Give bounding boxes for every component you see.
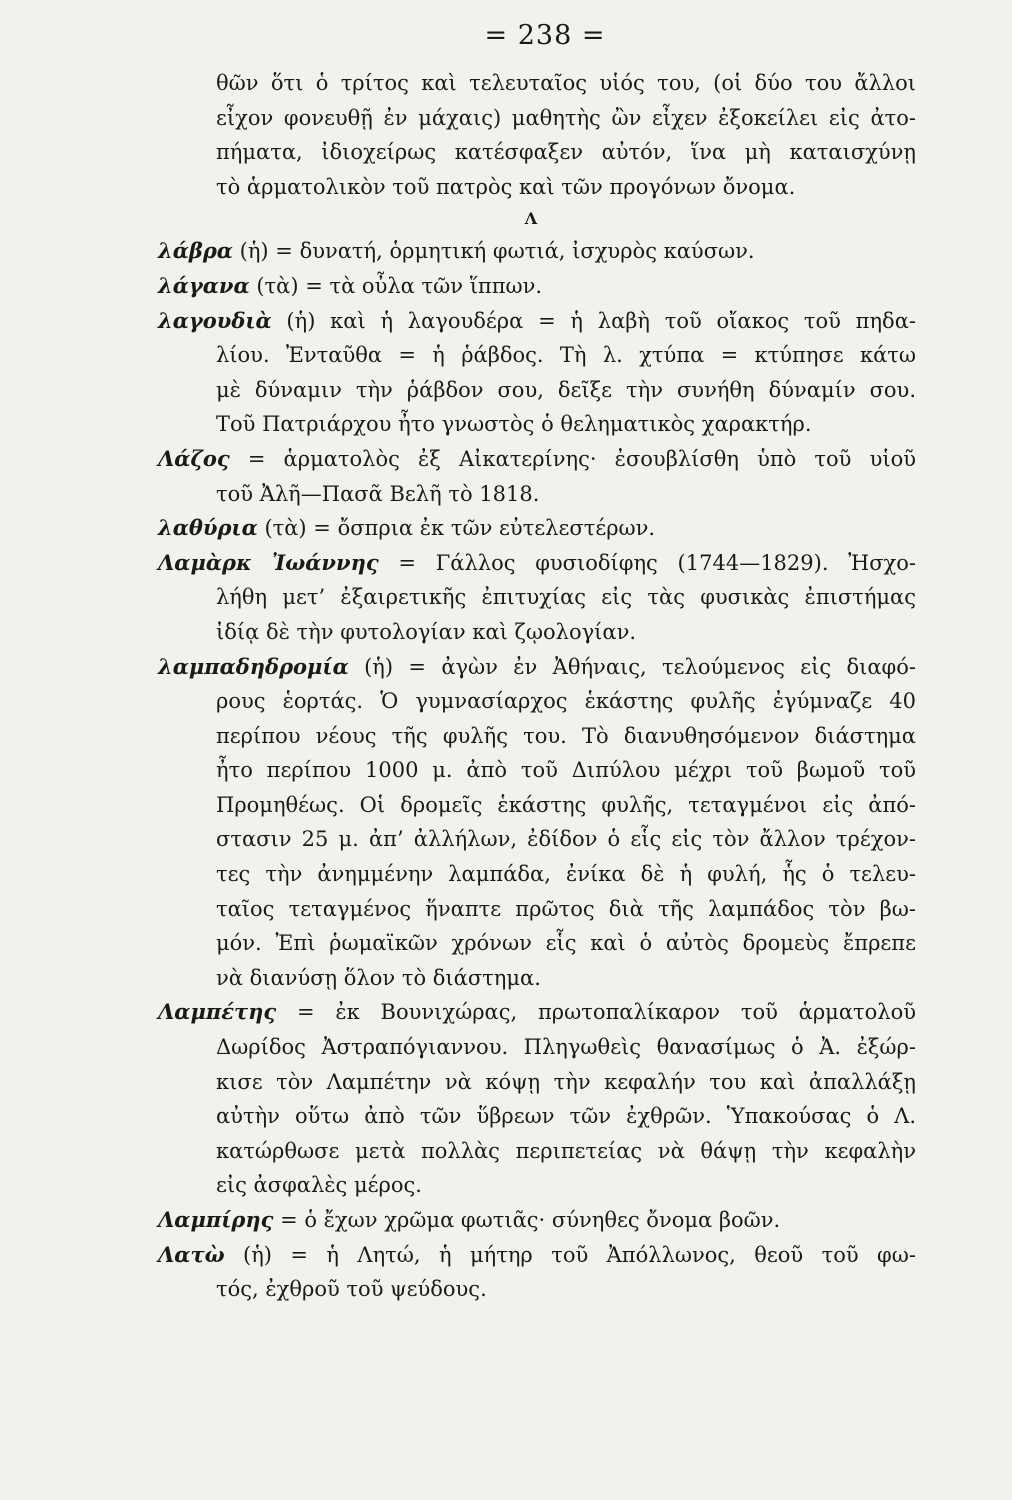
headword: Λατὼ <box>158 1241 225 1267</box>
definition-line: (ἡ) καὶ ἡ λαγουδέρα = ἡ λαβὴ τοῦ οἴακος τοῦ πηδα- <box>286 308 916 333</box>
definition-line: ἦτο περίπου 1000 μ. ἀπὸ τοῦ Διπύλου μέχρι τοῦ βωμοῦ τοῦ <box>216 758 916 783</box>
glossary-entry <box>158 442 916 511</box>
definition-line: νὰ διανύσῃ ὅλον τὸ διάστημα. <box>216 965 541 990</box>
headword: λαθύρια <box>158 515 258 541</box>
glossary-entry <box>158 234 916 269</box>
text-line: εἶχον φονευθῇ ἐν μάχαις) μαθητὴς ὢν εἶχεν ἐξοκείλει εἰς ἀτο- <box>216 105 916 130</box>
headword: Λαμπίρης <box>158 1207 274 1232</box>
definition-line: μόν. Ἐπὶ ῥωμαϊκῶν χρόνων εἷς καὶ ὁ αὐτὸς δρομεὺς ἔπρεπε <box>216 931 916 956</box>
definition-line: (τὰ) = ὄσπρια ἐκ τῶν εὐτελεστέρων. <box>264 516 656 541</box>
definition-line: ρους ἑορτάς. Ὁ γυμνασίαρχος ἑκάστης φυλῆς ἐγύμναζε 40 <box>216 689 916 714</box>
glossary-entry <box>158 269 916 304</box>
definition-line: (τὰ) = τὰ οὖλα τῶν ἵππων. <box>256 273 543 298</box>
definition-line: τός, ἐχθροῦ τοῦ ψεύδους. <box>216 1277 487 1302</box>
headword: Λαμπέτης <box>158 999 277 1025</box>
definition-line: λίου. Ἐνταῦθα = ἡ ῥάβδος. Τὴ λ. χτύπα = κτύπησε κάτω <box>216 343 916 368</box>
glossary-entry <box>158 995 916 1203</box>
definition-line: Τοῦ Πατριάρχου ἦτο γνωστὸς ὁ θεληματικὸς χαρακτήρ. <box>216 412 812 437</box>
definition-line: κατώρθωσε μετὰ πολλὰς περιπετείας νὰ θάψῃ τὴν κεφαλὴν <box>216 1138 916 1163</box>
headword: λαμπαδηδρομία <box>158 653 349 679</box>
definition-line: αὐτὴν οὕτω ἀπὸ τῶν ὕβρεων τῶν ἐχθρῶν. Ὑπακούσας ὁ Λ. <box>216 1104 916 1129</box>
glossary-entry <box>158 511 916 546</box>
text-line: πήματα, ἰδιοχείρως κατέσφαξεν αὐτόν, ἵνα μὴ καταισχύνῃ <box>216 140 916 165</box>
definition-line: ταῖος τεταγμένος ἥναπτε πρῶτος διὰ τῆς λαμπάδος τὸν βω- <box>216 896 916 921</box>
intro-paragraph <box>216 66 916 204</box>
headword: λάβρα <box>158 238 233 264</box>
glossary-entry <box>158 650 916 996</box>
definition-line: κισε τὸν Λαμπέτην νὰ κόψῃ τὴν κεφαλήν του καὶ ἀπαλλάξῃ <box>216 1069 916 1094</box>
definition-line: = ὁ ἔχων χρῶμα φωτιᾶς· σύνηθες ὄνομα βοῶν. <box>280 1208 781 1232</box>
definition-line: τες τὴν ἀνημμένην λαμπάδα, ἐνίκα δὲ ἡ φυλή, ἧς ὁ τελευ- <box>216 862 916 887</box>
definition-line: λήθη μετ’ ἐξαιρετικῆς ἐπιτυχίας εἰς τὰς φυσικὰς ἐπιστήμας <box>216 585 916 610</box>
definition-line: (ἡ) = δυνατή, ὁρμητική φωτιά, ἰσχυρὸς καύσων. <box>239 239 755 264</box>
definition-line: = ἐκ Βουνιχώρας, πρωτοπαλίκαρον τοῦ ἁρματολοῦ <box>296 1000 916 1025</box>
headword: Λαμὰρκ Ἰωάννης <box>158 549 379 575</box>
text-line: τὸ ἁρματολικὸν τοῦ πατρὸς καὶ τῶν προγόνων ὄνομα. <box>216 174 796 199</box>
page-text <box>158 66 916 1307</box>
definition-line: εἰς ἀσφαλὲς μέρος. <box>216 1173 422 1198</box>
headword: λαγουδιὰ <box>158 307 272 333</box>
definition-line: ἰδίᾳ δὲ τὴν φυτολογίαν καὶ ζῳολογίαν. <box>216 619 637 644</box>
definition-line: Προμηθέως. Οἱ δρομεῖς ἑκάστης φυλῆς, τεταγμένοι εἰς ἀπό- <box>216 792 916 817</box>
glossary-entry <box>158 304 916 442</box>
definition-line: = ἁρματολὸς ἐξ Αἰκατερίνης· ἐσουβλίσθη ὑπὸ τοῦ υἱοῦ <box>247 446 916 471</box>
definition-line: τοῦ Ἀλῆ—Πασᾶ Βελῆ τὸ 1818. <box>216 481 540 506</box>
definition-line: περίπου νέους τῆς φυλῆς του. Τὸ διανυθησόμενον διάστημα <box>216 723 916 748</box>
definition-line: μὲ δύναμιν τὴν ῥάβδον σου, δεῖξε τὴν συνήθη δύναμίν σου. <box>216 377 916 402</box>
page-number: = 238 = <box>484 20 606 51</box>
glossary-entry <box>158 546 916 650</box>
definition-line: (ἡ) = ἀγὼν ἐν Ἀθήναις, τελούμενος εἰς διαφό- <box>364 654 916 679</box>
definition-line: στασιν 25 μ. ἀπ’ ἀλλήλων, ἐδίδον ὁ εἷς εἰς τὸν ἄλλον τρέχον- <box>216 827 916 852</box>
definition-line: = Γάλλος φυσιοδίφης (1744—1829). Ἠσχο- <box>398 550 916 575</box>
glossary-entry <box>158 1238 916 1307</box>
headword: Λάζος <box>158 445 230 471</box>
headword: λάγανα <box>158 272 250 298</box>
definition-line: (ἡ) = ἡ Λητώ, ἡ μήτηρ τοῦ Ἀπόλλωνος, θεοῦ τοῦ φω- <box>243 1242 916 1267</box>
text-line: θῶν ὅτι ὁ τρίτος καὶ τελευταῖος υἱός του, (οἱ δύο του ἄλλοι <box>216 71 916 95</box>
section-letter: Λ <box>524 209 538 229</box>
glossary-entry <box>158 1203 916 1238</box>
definition-line: Δωρίδος Ἀστραπόγιαννου. Πληγωθεὶς θανασίμως ὁ Ἀ. ἐξώρ- <box>216 1035 916 1060</box>
